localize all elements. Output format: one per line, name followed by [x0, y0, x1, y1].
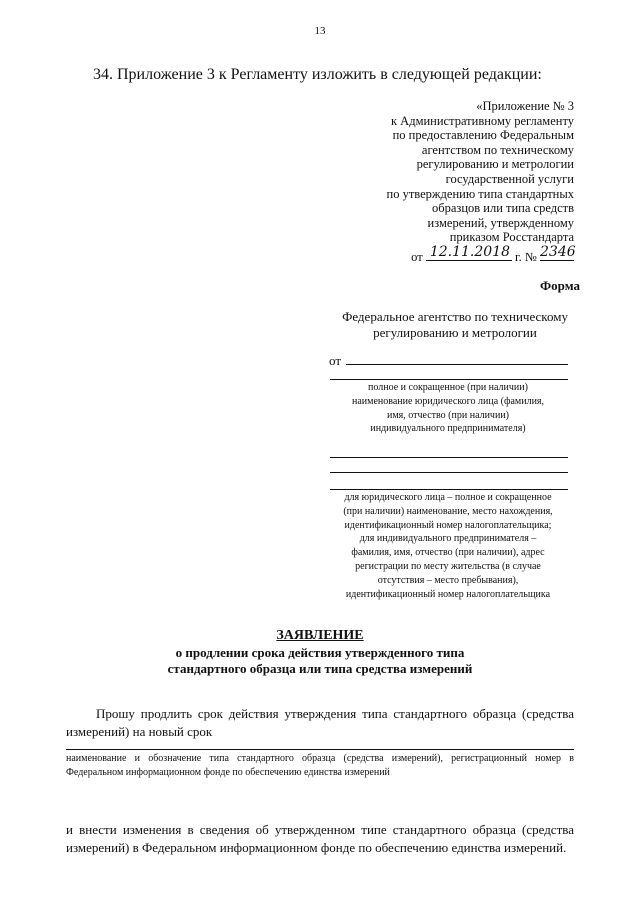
statement-title: ЗАЯВЛЕНИЕ — [276, 628, 364, 643]
appendix-line: государственной услуги — [445, 171, 574, 186]
from-label: от — [329, 353, 342, 368]
caption-line: регистрации по месту жительства (в случае — [355, 560, 541, 572]
address-line — [330, 472, 568, 473]
number-field — [540, 244, 576, 261]
standard-name-caption: наименование и обозначение типа стандартного образца (средства измерений), регистрационный номер в Федеральном информационном фонде по обеспечению единства измерений — [66, 753, 574, 778]
appendix-line: образцов или типа средств — [431, 201, 574, 216]
appendix-line: к Административному регламенту — [390, 113, 574, 128]
applicant-name-line — [330, 379, 568, 380]
caption-line: имя, отчество (при наличии) — [386, 409, 509, 421]
applicant-name-caption — [325, 381, 571, 436]
handwritten-number: 2346 — [540, 244, 576, 261]
request-paragraph — [66, 705, 574, 741]
caption-line: отсутствия – место пребывания), — [377, 574, 519, 586]
standard-name-line — [66, 749, 574, 750]
handwritten-date: 12.11.2018 — [429, 244, 511, 261]
address-caption — [325, 491, 571, 601]
changes-text: и внести изменения в сведения об утвержденном типе стандартного образца (средства измерений) в Федеральном информационном фонде по обеспечению единства измерений. — [66, 822, 574, 855]
caption-line: фамилия, имя, отчество (при наличии), адрес — [351, 547, 545, 559]
appendix-line: измерений, утвержденному — [427, 215, 574, 230]
form-label: Форма — [540, 278, 580, 293]
agency-line: Федеральное агентство по техническому — [342, 309, 568, 324]
caption-line: наименование юридического лица (фамилия, — [351, 395, 545, 407]
appendix-header — [330, 99, 574, 265]
appendix-line: агентством по техническому — [421, 142, 574, 157]
appendix-line: приказом Росстандарта — [449, 230, 574, 245]
statement-subtitle: стандартного образца или типа средства измерений — [167, 661, 473, 676]
caption-line: идентификационный номер налогоплательщика; — [344, 519, 552, 531]
page-number: 13 — [314, 25, 326, 37]
appendix-line: по утверждению типа стандартных — [386, 186, 574, 201]
recipient-agency — [300, 309, 610, 341]
address-line — [330, 457, 568, 458]
date-field — [426, 244, 512, 261]
caption-line: (при наличии) наименование, место нахождения, — [343, 505, 553, 517]
caption-line: для индивидуального предпринимателя – — [359, 533, 537, 545]
caption-line: идентификационный номер налогоплательщика — [345, 588, 551, 600]
appendix-line: «Приложение № 3 — [476, 99, 574, 113]
caption-line: индивидуального предпринимателя) — [370, 423, 526, 435]
number-prefix: г. № — [514, 249, 537, 264]
statement-subtitle: о продлении срока действия утвержденного типа — [175, 644, 465, 660]
agency-line: регулированию и метрологии — [373, 325, 537, 340]
request-text: Прошу продлить срок действия утверждения типа стандартного образца (средства измерений) на новый срок — [66, 706, 574, 739]
caption-line: для юридического лица – полное и сокращенное — [344, 492, 552, 503]
appendix-line: регулированию и метрологии — [416, 157, 574, 172]
section-heading: 34. Приложение 3 к Регламенту изложить в следующей редакции: — [93, 66, 542, 83]
order-date-line — [330, 244, 576, 265]
changes-paragraph — [66, 821, 574, 857]
statement-title-block — [0, 628, 640, 678]
applicant-name-line — [346, 364, 568, 365]
appendix-line: по предоставлению Федеральным — [392, 128, 574, 143]
address-line — [330, 489, 568, 490]
caption-line: полное и сокращенное (при наличии) — [368, 382, 528, 393]
date-prefix: от — [411, 249, 423, 264]
